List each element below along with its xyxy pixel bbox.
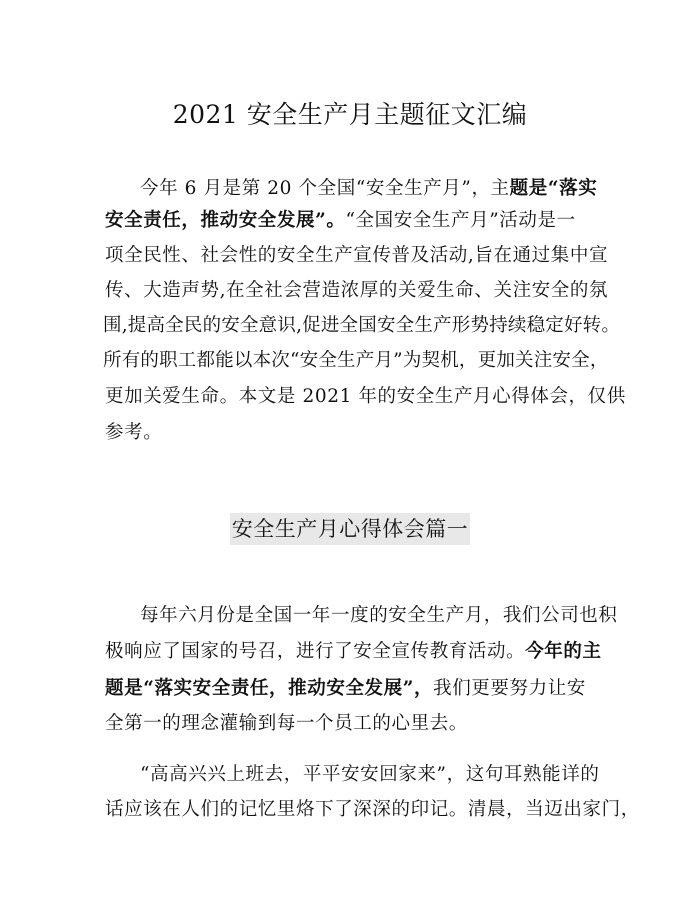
intro-line-8: 参考。 xyxy=(105,422,163,443)
intro-line-1-text: 今年 6 月是第 20 个全国“安全生产月”，主 xyxy=(140,178,510,199)
intro-line-1 xyxy=(140,176,597,202)
section-heading-wrap xyxy=(0,513,700,545)
intro-line-2 xyxy=(105,208,576,234)
intro-line-2-text: “全国安全生产月”活动是一 xyxy=(345,210,576,231)
intro-line-5: 围,提高全民的安全意识,促进全国安全生产形势持续稳定好转。 xyxy=(103,315,621,336)
intro-line-2-bold: 安全责任，推动安全发展”。 xyxy=(105,210,346,231)
intro-line-7: 更加关爱生命。本文是 2021 年的安全生产月心得体会，仅供 xyxy=(105,386,626,407)
section-p1-line-3 xyxy=(105,676,586,702)
section-p1-line-2 xyxy=(105,639,602,665)
section-p2-line-2: 话应该在人们的记忆里烙下了深深的印记。清晨，当迈出家门， xyxy=(105,799,640,820)
section-heading: 安全生产月心得体会篇一 xyxy=(230,513,471,545)
intro-line-1-bold: 题是“落实 xyxy=(509,178,598,199)
document-title: 2021 安全生产月主题征文汇编 xyxy=(172,100,528,129)
section-p1-line-3-text: 我们更要努力让安 xyxy=(433,678,586,699)
section-p1-line-2-text: 极响应了国家的号召，进行了安全宣传教育活动。 xyxy=(105,641,526,662)
section-p2-line-1: “高高兴兴上班去，平平安安回家来”，这句耳熟能详的 xyxy=(140,764,600,785)
section-p1-line-1: 每年六月份是全国一年一度的安全生产月，我们公司也积 xyxy=(140,605,618,626)
section-p1-line-2-bold: 今年的主 xyxy=(525,641,602,662)
intro-line-6: 所有的职工都能以本次“安全生产月”为契机，更加关注安全， xyxy=(103,350,609,371)
section-p1-line-4: 全第一的理念灌输到每一个员工的心里去。 xyxy=(105,713,468,734)
section-p1-line-3-bold: 题是“落实安全责任，推动安全发展”， xyxy=(105,678,434,699)
intro-line-3: 项全民性、社会性的安全生产宣传普及活动,旨在通过集中宣 xyxy=(105,245,609,266)
intro-line-4: 传、大造声势,在全社会营造浓厚的关爱生命、关注安全的氛 xyxy=(105,280,609,301)
